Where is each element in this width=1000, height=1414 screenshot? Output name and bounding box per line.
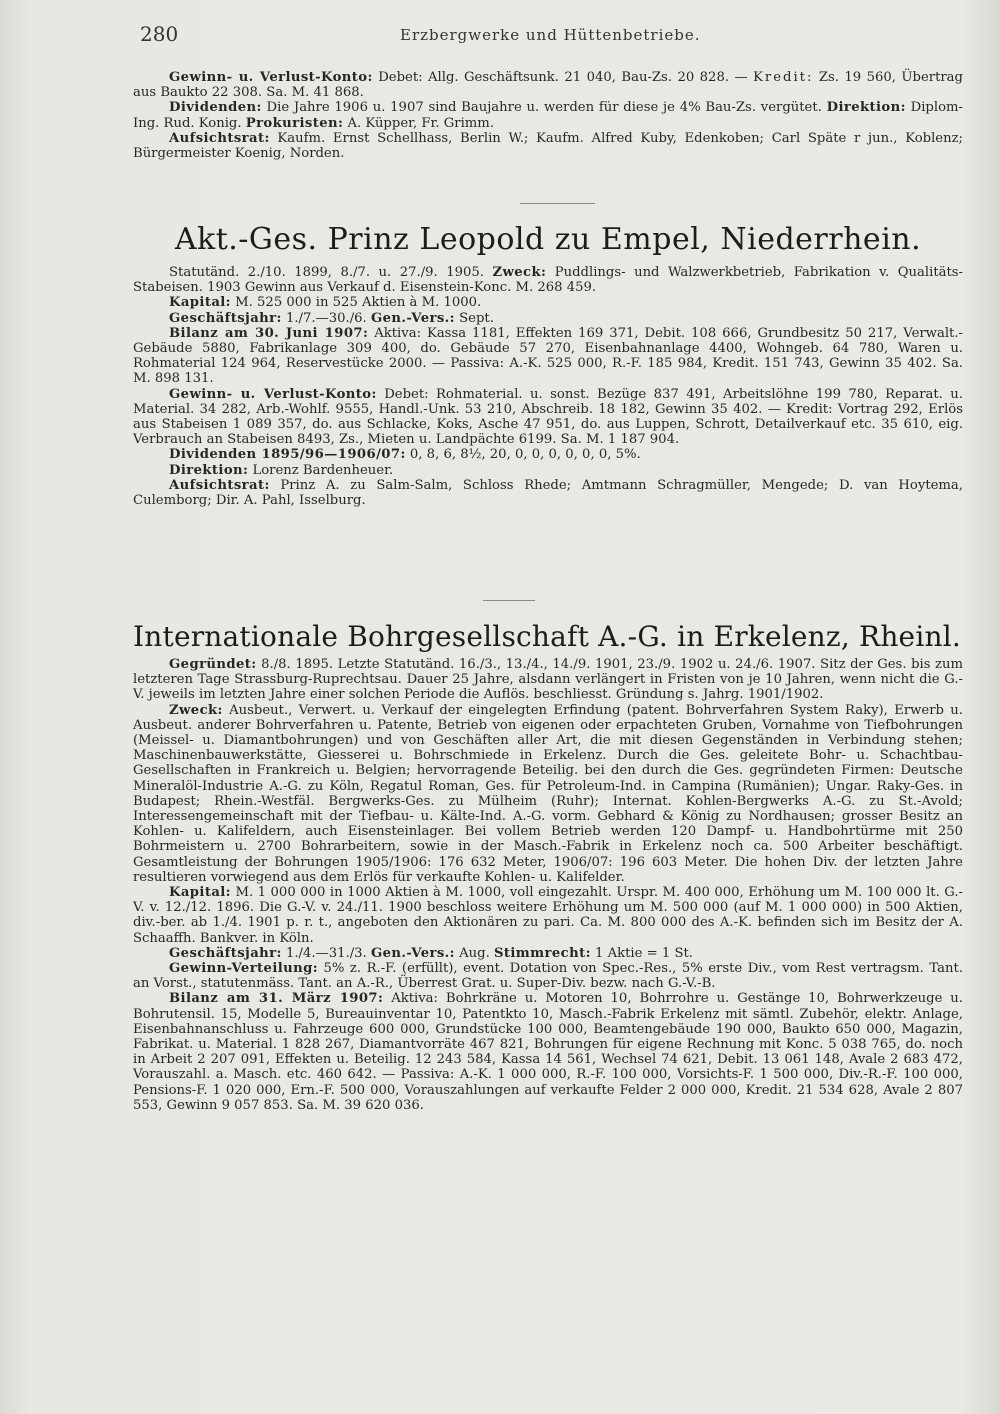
paragraph-supervisory-board: Aufsichtsrat: Prinz A. zu Salm-Salm, Schloss Rhede; Amtmann Schragmüller, Mengede; D. van Hoytema, Culemborg; Dir. A. Pahl, Isselburg. [133,477,963,509]
section-prinz-leopold [133,222,963,508]
section-divider [483,600,535,601]
paragraph-founded: Gegründet: 8./8. 1895. Letzte Statutänd. 16./3., 13./4., 14./9. 1901, 23./9. 1902 u. 24./6. 1907. Sitz der Ges. bis zum letzteren Tage Strassburg-Ruprechtsau. Dauer 25 Jahre, alsdann verlängert in Fristen von je 10 Jahren, wenn nicht die G.-V. jeweils im letzten Jahre einer solchen Periode die Auflös. beschliesst. Gründung s. Jahrg. 1901/1902. [133,657,963,703]
section-title: Akt.-Ges. Prinz Leopold zu Empel, Niederrhein. [174,222,922,257]
paragraph-profit-distribution: Gewinn-Verteilung: 5% z. R.-F. (erfüllt), event. Dotation von Spec.-Res., 5% erste Div., vom Rest vertragsm. Tant. an Vorst., statutenmäss. Tant. an A.-R., Überrest Grat. u. Super-Div. bezw. nach G.-V.-B. [133,961,963,992]
running-title: Erzbergwerke und Hüttenbetriebe. [400,26,701,44]
paragraph-balance: Bilanz am 31. März 1907: Aktiva: Bohrkräne u. Motoren 10, Bohrrohre u. Gestänge 10, Bohrwerkzeuge u. Bohrutensil. 15, Modelle 5, Bureauinventar 10, Patentkto 10, Masch.-Fabrik Erkelenz mit sämtl. Zubehör, elektr. Anlage, Eisenbahnanschluss u. Fahrzeuge 600 000, Grundstücke 100 000, Beamtengebäude 190 000, Baukto 650 000, Magazin, Fabrikat. u. Material. 1 828 267, Diamantvorräte 467 821, Bohrungen für eigene Rechnung mit Konc. 5 038 765, do. noch in Arbeit 2 207 091, Effekten u. Beteilig. 12 243 584, Kassa 14 561, Wechsel 74 621, Debit. 13 061 148, Avale 2 683 472, Vorauszahl. a. Masch. etc. 460 642. — Passiva: A.-K. 1 000 000, R.-F. 100 000, Vorsichts-F. 1 500 000, Div.-R.-F. 100 000, Pensions-F. 1 020 000, Ern.-F. 500 000, Vorauszahlungen auf verkaufte Felder 2 000 000, Kredit. 21 534 628, Avale 2 807 553, Gewinn 9 057 853. Sa. M. 39 620 036. [133,991,963,1113]
section-internationale-bohrgesellschaft [133,620,963,1113]
section-title: Internationale Bohrgesellschaft A.-G. in Erkelenz, Rheinl. [133,620,961,653]
paragraph-capital: Kapital: M. 1 000 000 in 1000 Aktien à M. 1000, voll eingezahlt. Urspr. M. 400 000, Erhöhung um M. 100 000 lt. G.-V. v. 12./12. 1896. Die G.-V. v. 24./11. 1900 beschloss weitere Erhöhung um M. 500 000 (auf M. 1 000 000) in 500 Aktien, div.-ber. ab 1./4. 1901 p. r. t., angeboten den Aktionären zu pari. Ca. M. 800 000 des A.-K. befinden sich im Besitz der A. Schaaffh. Bankver. in Köln. [133,885,963,946]
page-number: 280 [140,22,179,46]
paragraph-profit-loss: Gewinn- u. Verlust-Konto: Debet: Allg. Geschäftsunk. 21 040, Bau-Zs. 20 828. — Kredit: Zs. 19 560, Übertrag aus Baukto 22 308. Sa. M. 41 868. [133,70,963,101]
paragraph-dividends: Dividenden: Die Jahre 1906 u. 1907 sind Baujahre u. werden für diese je 4% Bau-Zs. vergütet. Direktion: Diplom-Ing. Rud. Konig. Prokuristen: A. Küpper, Fr. Grimm. [133,100,963,131]
page-header [140,22,970,50]
paragraph-statutes: Statutänd. 2./10. 1899, 8./7. u. 27./9. 1905. Zweck: Puddlings- und Walzwerkbetrieb, Fabrikation v. Qualitäts-Stabeisen. 1903 Gewinn aus Verkauf d. Eisenstein-Konc. M. 268 459. [133,265,964,296]
section-continuation [133,70,963,161]
paragraph-profit-loss: Gewinn- u. Verlust-Konto: Debet: Rohmaterial. u. sonst. Bezüge 837 491, Arbeitslöhne 199 780, Reparat. u. Material. 34 282, Arb.-Wohlf. 9555, Handl.-Unk. 53 210, Abschreib. 18 182, Gewinn 35 402. — Kredit: Vortrag 292, Erlös aus Stabeisen 1 089 357, do. aus Schlacke, Koks, Asche 47 951, do. aus Luppen, Schrott, Detailverkauf etc. 35 610, eig. Verbrauch an Stabeisen 8493, Zs., Mieten u. Landpächte 6199. Sa. M. 1 187 904. [133,386,963,448]
paragraph-fiscal-year: Geschäftsjahr: 1./7.—30./6. Gen.-Vers.: Sept. [169,310,494,326]
paragraph-management: Direktion: Lorenz Bardenheuer. [169,462,394,478]
section-divider [520,203,595,204]
paragraph-balance: Bilanz am 30. Juni 1907: Aktiva: Kassa 1181, Effekten 169 371, Debit. 108 666, Grundbesitz 50 217, Verwalt.-Gebäude 5880, Fabrikanlage 309 400, do. Gebäude 57 270, Eisenbahnanlage 4400, Wohngeb. 64 780, Waren u. Rohmaterial 124 964, Reservestücke 2000. — Passiva: A.-K. 525 000, R.-F. 185 984, Kredit. 151 743, Gewinn 35 402. Sa. M. 898 131. [133,325,963,387]
paragraph-fiscal-year: Geschäftsjahr: 1./4.—31./3. Gen.-Vers.: Aug. Stimmrecht: 1 Aktie = 1 St. [169,945,693,961]
paragraph-dividends: Dividenden 1895/96—1906/07: 0, 8, 6, 8½, 20, 0, 0, 0, 0, 0, 0, 5%. [169,447,641,463]
paragraph-purpose: Zweck: Ausbeut., Verwert. u. Verkauf der eingelegten Erfindung (patent. Bohrverfahren System Raky), Erwerb u. Ausbeut. anderer Bohrverfahren u. Patente, Betrieb von eigenen oder erpachteten Gruben, Vornahme von Tiefbohrungen (Meissel- u. Diamantbohrungen) und von Geschäften aller Art, die mit diesen Gegenständen in Verbindung stehen; Maschinenbauwerkstätte, Giesserei u. Bohrschmiede in Erkelenz. Durch die Ges. geleitete Bohr- u. Schachtbau-Gesellschaften in Frankreich u. Belgien; hervorragende Beteilig. bei den durch die Ges. gegründeten Firmen: Deutsche Mineralöl-Industrie A.-G. zu Köln, Regatul Roman, Ges. für Petroleum-Ind. in Campina (Rumänien); Ungar. Raky-Ges. in Budapest; Rhein.-Westfäl. Bergwerks-Ges. zu Mülheim (Ruhr); Internat. Kohlen-Bergwerks A.-G. zu St.-Avold; Interessengemeinschaft mit der Tiefbau- u. Kälte-Ind. A.-G. vorm. Gebhard & König zu Nordhausen; grosser Besitz an Kohlen- u. Kalifeldern, auch Eisensteinlager. Bei vollem Betrieb werden 120 Dampf- u. Handbohrtürme mit 250 Bohrmeistern u. 2700 Bohrarbeitern, sowie in der Masch.-Fabrik in Erkelenz noch ca. 500 Arbeiter beschäftigt. Gesamtleistung der Bohrungen 1905/1906: 176 632 Meter, 1906/07: 196 603 Meter. Die hohen Div. der letzten Jahre resultieren vorwiegend aus dem Erlös für verkaufte Kohlen- u. Kalifelder. [133,702,963,885]
paragraph-supervisory-board: Aufsichtsrat: Kaufm. Ernst Schellhass, Berlin W.; Kaufm. Alfred Kuby, Edenkoben; Carl Späte r jun., Koblenz; Bürgermeister Koenig, Norden. [133,130,963,162]
paragraph-capital: Kapital: M. 525 000 in 525 Aktien à M. 1000. [169,295,482,311]
